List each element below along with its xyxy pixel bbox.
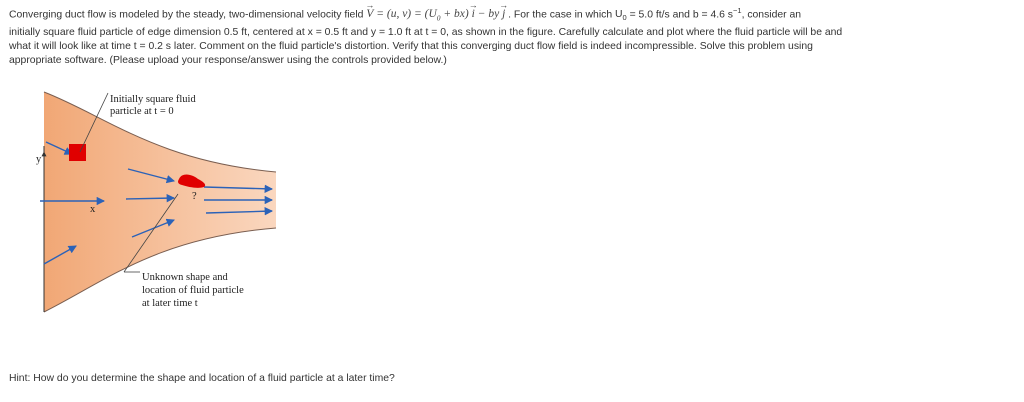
streamline-arrow — [126, 198, 174, 199]
initial-square-particle — [69, 144, 86, 161]
label-unknown-line1: Unknown shape and — [142, 272, 228, 283]
question-mark: ? — [192, 191, 197, 202]
problem-line-4: appropriate software. (Please upload your response/answer using the controls provided below.) — [9, 54, 447, 66]
problem-statement — [9, 4, 1014, 68]
converging-duct-figure — [36, 86, 296, 318]
velocity-equation: → V = (u, $v) = (U_0 + bx) \to i$ − by → j — [366, 8, 505, 20]
label-initial-line1: Initially square fluid — [110, 94, 196, 105]
x-axis-label: x — [90, 204, 96, 215]
problem-line-3: what it will look like at time t = 0.2 s later. Comment on the fluid particle's distortion. Verify that this converging duct flow field is indeed incompressible. Solve this problem using — [9, 40, 813, 52]
hint-text: Hint: How do you determine the shape and location of a fluid particle at a later time? — [9, 373, 395, 384]
problem-line-2: initially square fluid particle of edge dimension 0.5 ft, centered at x = 0.5 ft and y = 1.0 ft at t = 0, as shown in the figure. Carefully calculate and plot where the fluid particle will be and — [9, 26, 843, 38]
label-unknown-line2: location of fluid particle — [142, 285, 244, 296]
label-initial-line2: particle at t = 0 — [110, 106, 174, 117]
label-unknown-line3: at later time t — [142, 298, 198, 309]
y-axis-label: y — [36, 154, 42, 165]
duct-diagram — [36, 86, 296, 318]
u0-symbol: $U_0$ — [615, 9, 627, 23]
problem-line-1: Converging duct flow is modeled by the steady, two-dimensional velocity field → V = (u, $v) = (U_0 + bx) \to i$ − by → j . For the case in which $U_0 = 5.0$ ft/s and b = 4.6 $s^{-1}$, consider an — [9, 4, 1014, 26]
